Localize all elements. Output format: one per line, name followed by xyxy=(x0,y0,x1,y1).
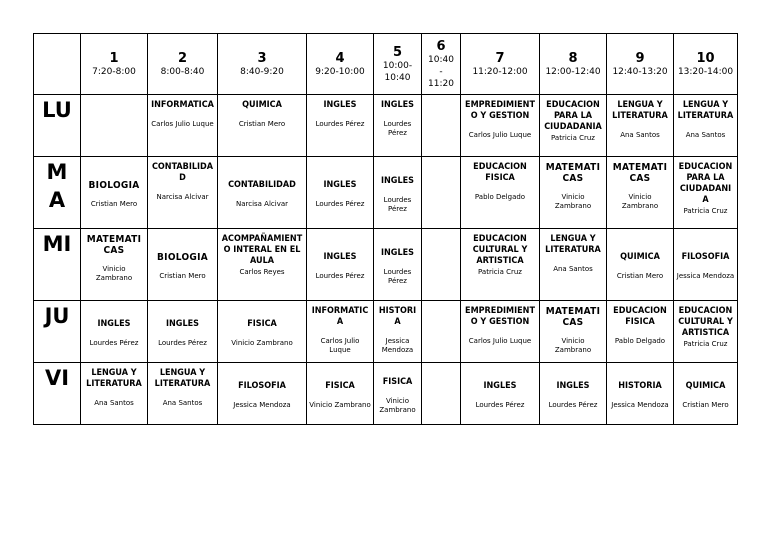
period-time: 8:40-9:20 xyxy=(240,66,284,77)
subject-name: LENGUA Y LITERATURA xyxy=(154,368,211,389)
subject-name: EDUCACION PARA LA CIUDADANI A xyxy=(678,162,733,205)
schedule-cell xyxy=(422,301,461,363)
teacher-name: Vinicio Zambrano xyxy=(95,265,133,282)
schedule-cell xyxy=(540,363,607,425)
teacher-name: Ana Santos xyxy=(685,131,726,139)
subject-name: INGLES xyxy=(97,319,131,329)
schedule-cell xyxy=(307,229,374,301)
teacher-name: Patricia Cruz xyxy=(683,340,728,348)
schedule-cell xyxy=(148,301,218,363)
schedule-cell xyxy=(148,229,218,301)
day-row xyxy=(34,363,738,425)
subject-name: QUIMICA xyxy=(685,381,726,391)
schedule-cell xyxy=(307,157,374,229)
period-number: 2 xyxy=(177,50,188,66)
teacher-name: Cristian Mero xyxy=(159,272,206,280)
teacher-name: Carlos Julio Luque xyxy=(320,337,360,354)
subject-name: ACOMPAÑAMIENT O INTERAL EN EL AULA xyxy=(221,234,303,266)
teacher-name: Jessica Mendoza xyxy=(611,401,669,409)
subject-name: EDUCACION PARA LA CIUDADANIA xyxy=(544,100,602,132)
teacher-name: Lourdes Pérez xyxy=(383,120,412,137)
period-number: 5 xyxy=(392,44,403,60)
schedule-cell xyxy=(461,301,540,363)
subject-name: FISICA xyxy=(382,376,413,387)
schedule-cell xyxy=(461,157,540,229)
schedule-cell xyxy=(374,157,422,229)
period-time: 7:20-8:00 xyxy=(92,66,136,77)
schedule-cell xyxy=(674,363,738,425)
day-row xyxy=(34,157,738,229)
day-label: VI xyxy=(34,363,81,425)
schedule-cell xyxy=(148,95,218,157)
schedule-cell xyxy=(307,95,374,157)
period-number: 6 xyxy=(436,38,446,54)
teacher-name: Lourdes Pérez xyxy=(315,272,365,280)
subject-name: LENGUA Y LITERATURA xyxy=(612,100,668,121)
day-row xyxy=(34,301,738,363)
subject-name: CONTABILIDAD xyxy=(228,180,296,190)
teacher-name: Cristian Mero xyxy=(616,272,664,280)
teacher-name: Patricia Cruz xyxy=(551,134,595,142)
schedule-cell xyxy=(422,157,461,229)
period-time: 12:40-13:20 xyxy=(612,66,668,77)
subject-name: INFORMATICA xyxy=(151,100,214,110)
period-header xyxy=(607,34,674,95)
schedule-cell xyxy=(540,157,607,229)
schedule-cell xyxy=(422,95,461,157)
teacher-name: Narcisa Alcivar xyxy=(235,200,289,208)
teacher-name: Narcisa Alcivar xyxy=(156,193,209,201)
schedule-cell xyxy=(540,229,607,301)
period-time: 8:00-8:40 xyxy=(160,66,205,77)
subject-name: QUIMICA xyxy=(242,100,282,110)
schedule-cell xyxy=(148,363,218,425)
period-header xyxy=(218,34,307,95)
subject-name: HISTORI A xyxy=(378,306,417,327)
period-time: 11:20-12:00 xyxy=(472,66,528,77)
schedule-cell xyxy=(218,157,307,229)
subject-name: QUIMICA xyxy=(620,252,660,262)
period-number: 9 xyxy=(635,50,645,66)
teacher-name: Lourdes Pérez xyxy=(315,200,365,208)
day-label: MI xyxy=(34,229,81,301)
period-number: 8 xyxy=(568,50,578,66)
schedule-cell xyxy=(374,301,422,363)
teacher-name: Patricia Cruz xyxy=(478,268,522,276)
subject-name: INGLES xyxy=(483,381,517,391)
schedule-cell xyxy=(218,229,307,301)
teacher-name: Ana Santos xyxy=(620,131,660,139)
period-number: 4 xyxy=(335,50,345,66)
schedule-cell xyxy=(540,301,607,363)
schedule-cell xyxy=(540,95,607,157)
subject-name: EMPREDIMIENT O Y GESTION xyxy=(465,306,535,327)
teacher-name: Carlos Julio Luque xyxy=(468,337,532,345)
subject-name: INFORMATIC A xyxy=(311,306,369,327)
period-number: 1 xyxy=(109,50,119,66)
subject-name: MATEMATI CAS xyxy=(612,162,668,184)
period-time: 12:00-12:40 xyxy=(545,66,601,77)
teacher-name: Vinicio Zambrano xyxy=(621,193,659,210)
period-time: 9:20-10:00 xyxy=(315,66,365,77)
schedule-cell xyxy=(374,229,422,301)
schedule-cell xyxy=(81,363,148,425)
subject-name: FISICA xyxy=(325,381,355,391)
teacher-name: Vinicio Zambrano xyxy=(231,339,293,347)
subject-name: EDUCACION FISICA xyxy=(473,162,527,183)
period-header xyxy=(148,34,218,95)
period-number: 7 xyxy=(495,50,505,66)
subject-name: INGLES xyxy=(556,381,590,391)
day-label: LU xyxy=(34,95,81,157)
teacher-name: Vinicio Zambrano xyxy=(309,401,371,409)
schedule-cell xyxy=(218,95,307,157)
schedule-cell xyxy=(81,301,148,363)
schedule-cell xyxy=(81,95,148,157)
period-number: 10 xyxy=(696,50,715,66)
subject-name: INGLES xyxy=(166,319,199,329)
period-header xyxy=(374,34,422,95)
subject-name: EDUCACION FISICA xyxy=(613,306,667,327)
schedule-cell xyxy=(422,363,461,425)
subject-name: FISICA xyxy=(247,319,277,329)
schedule-cell xyxy=(374,363,422,425)
schedule-cell xyxy=(674,301,738,363)
subject-name: EDUCACION CULTURAL Y ARTISTICA xyxy=(472,234,528,266)
schedule-cell xyxy=(607,363,674,425)
subject-name: EDUCACION CULTURAL Y ARTISTICA xyxy=(678,306,733,338)
schedule-cell xyxy=(674,157,738,229)
subject-name: BIOLOGIA xyxy=(157,252,208,263)
period-number: 3 xyxy=(257,50,267,66)
teacher-name: Jessica Mendoza xyxy=(233,401,291,409)
subject-name: FILOSOFIA xyxy=(238,381,286,391)
schedule-cell xyxy=(81,157,148,229)
period-header xyxy=(540,34,607,95)
day-row xyxy=(34,229,738,301)
period-header xyxy=(307,34,374,95)
subject-name: MATEMATI CAS xyxy=(545,306,601,328)
period-header xyxy=(461,34,540,95)
teacher-name: Pablo Delgado xyxy=(614,337,666,345)
schedule-cell xyxy=(307,301,374,363)
teacher-name: Cristian Mero xyxy=(682,401,729,409)
subject-name: LENGUA Y LITERATURA xyxy=(677,100,734,121)
subject-name: INGLES xyxy=(323,252,357,262)
teacher-name: Vinicio Zambrano xyxy=(554,337,592,354)
period-header xyxy=(81,34,148,95)
teacher-name: Carlos Julio Luque xyxy=(151,120,214,128)
teacher-name: Lourdes Pérez xyxy=(383,195,412,213)
schedule-cell xyxy=(422,229,461,301)
day-row xyxy=(34,95,738,157)
schedule-cell xyxy=(674,95,738,157)
teacher-name: Lourdes Pérez xyxy=(158,339,207,347)
teacher-name: Vinicio Zambrano xyxy=(379,396,416,414)
subject-name: INGLES xyxy=(323,100,357,110)
subject-name: LENGUA Y LITERATURA xyxy=(545,234,601,255)
schedule-cell xyxy=(218,301,307,363)
teacher-name: Patricia Cruz xyxy=(683,207,728,215)
teacher-name: Vinicio Zambrano xyxy=(554,193,592,210)
subject-name: INGLES xyxy=(381,247,414,258)
schedule-cell xyxy=(607,95,674,157)
period-header xyxy=(674,34,738,95)
teacher-name: Lourdes Pérez xyxy=(475,401,525,409)
teacher-name: Cristian Mero xyxy=(238,120,286,128)
schedule-cell xyxy=(218,363,307,425)
schedule-cell xyxy=(607,229,674,301)
subject-name: HISTORIA xyxy=(618,381,662,391)
schedule-cell xyxy=(607,157,674,229)
subject-name: MATEMATI CAS xyxy=(86,234,142,256)
schedule-cell xyxy=(674,229,738,301)
schedule-cell xyxy=(461,95,540,157)
schedule-cell xyxy=(307,363,374,425)
schedule-cell xyxy=(81,229,148,301)
teacher-name: Lourdes Pérez xyxy=(383,267,412,285)
teacher-name: Carlos Julio Luque xyxy=(468,131,532,139)
teacher-name: Ana Santos xyxy=(553,265,593,273)
subject-name: INGLES xyxy=(381,100,414,110)
corner-cell xyxy=(34,34,81,95)
schedule-cell xyxy=(374,95,422,157)
teacher-name: Cristian Mero xyxy=(90,200,138,208)
teacher-name: Ana Santos xyxy=(162,399,203,407)
subject-name: INGLES xyxy=(381,175,414,186)
day-label: JU xyxy=(34,301,81,363)
schedule-cell xyxy=(461,363,540,425)
header-row xyxy=(34,34,738,95)
teacher-name: Lourdes Pérez xyxy=(89,339,139,347)
period-time: 10:40 - 11:20 xyxy=(428,54,454,89)
day-label: M A xyxy=(34,157,81,229)
teacher-name: Carlos Reyes xyxy=(239,268,285,276)
teacher-name: Jessica Mendoza xyxy=(676,272,735,280)
subject-name: MATEMATI CAS xyxy=(545,162,601,184)
schedule-cell xyxy=(607,301,674,363)
period-time: 13:20-14:00 xyxy=(677,66,734,77)
period-header xyxy=(422,34,461,95)
subject-name: INGLES xyxy=(323,180,357,190)
teacher-name: Jessica Mendoza xyxy=(381,337,414,354)
subject-name: CONTABILIDA D xyxy=(151,162,214,183)
schedule-table xyxy=(33,33,738,425)
subject-name: EMPREDIMIENT O Y GESTION xyxy=(465,100,535,121)
teacher-name: Lourdes Pérez xyxy=(315,120,365,128)
teacher-name: Pablo Delgado xyxy=(474,193,526,201)
schedule-cell xyxy=(148,157,218,229)
period-time: 10:00- 10:40 xyxy=(382,60,413,83)
subject-name: BIOLOGIA xyxy=(88,180,140,191)
teacher-name: Lourdes Pérez xyxy=(548,401,598,409)
teacher-name: Ana Santos xyxy=(94,399,134,407)
subject-name: LENGUA Y LITERATURA xyxy=(86,368,142,389)
schedule-cell xyxy=(461,229,540,301)
subject-name: FILOSOFIA xyxy=(681,252,730,262)
